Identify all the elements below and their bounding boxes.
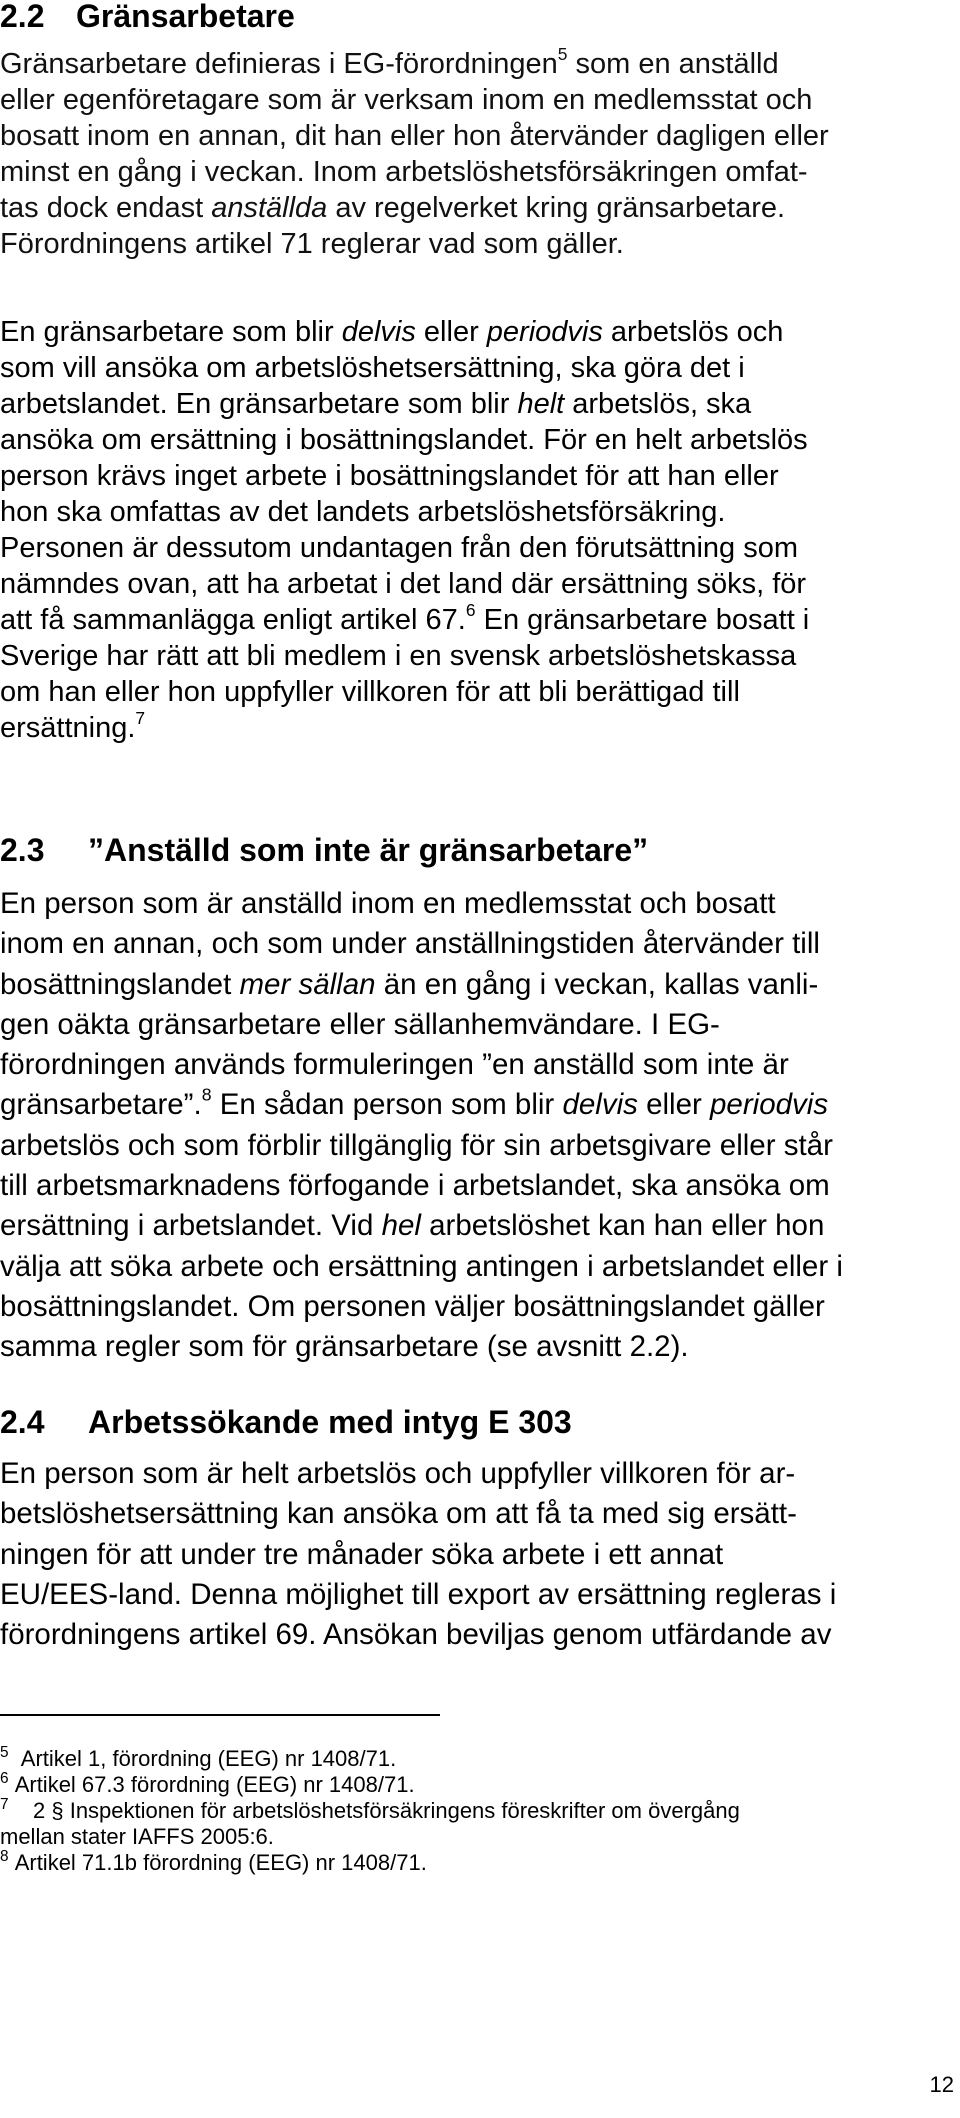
text-line: inom en annan, och som under anställningstiden återvänder till: [0, 927, 820, 961]
footnote-text: Artikel 1, förordning (EEG) nr 1408/71.: [20, 1746, 397, 1771]
paragraph-gransarbetare-definition: [0, 43, 958, 262]
text-line: betslöshetsersättning kan ansöka om att få ta med sig ersätt-: [0, 1497, 797, 1531]
section-title: Arbetssökande med intyg E 303: [88, 1404, 572, 1440]
footnote-number: 5: [0, 1743, 9, 1761]
text: av regelverket kring gränsarbetare.: [327, 192, 786, 224]
emphasis: periodvis: [710, 1088, 829, 1122]
text-line: till arbetsmarknadens förfogande i arbetslandet, ska ansöka om: [0, 1169, 830, 1203]
section-heading-2-2: [0, 0, 295, 36]
footnote-ref: 7: [135, 707, 146, 728]
text-line: gen oäkta gränsarbetare eller sällanhemvändare. I EG-: [0, 1007, 720, 1041]
text: att få sammanlägga enligt artikel 67.: [0, 604, 466, 636]
footnote-text-continued: mellan stater IAFFS 2005:6.: [0, 1824, 274, 1849]
text-line: En person som är helt arbetslös och uppfyller villkoren för ar-: [0, 1457, 796, 1490]
text: En sådan person som blir: [211, 1088, 563, 1122]
text: eller: [637, 1088, 711, 1122]
text-line: minst en gång i veckan. Inom arbetslöshetsförsäkringen omfat-: [0, 156, 808, 188]
text-line: Personen är dessutom undantagen från den förutsättning som: [0, 532, 799, 564]
text: tas dock endast: [0, 192, 212, 224]
text-line: eller egenföretagare som är verksam inom en medlemsstat och: [0, 84, 813, 116]
footnotes: [0, 1743, 958, 1876]
text: arbetslös, ska: [564, 388, 752, 420]
text-line: Förordningens artikel 71 reglerar vad som gäller.: [0, 228, 624, 260]
emphasis: helt: [517, 388, 565, 420]
section-number: 2.3: [0, 832, 45, 868]
footnote-number: 6: [0, 1769, 9, 1787]
footnote-number: 7: [0, 1795, 9, 1813]
text: En gränsarbetare bosatt i: [475, 604, 810, 636]
text-line: bosatt inom en annan, dit han eller hon återvänder dagligen eller: [0, 120, 829, 152]
emphasis: periodvis: [486, 316, 603, 348]
text-line: Sverige har rätt att bli medlem i en svensk arbetslöshetskassa: [0, 640, 797, 672]
text-line: förordningens artikel 69. Ansökan beviljas genom utfärdande av: [0, 1618, 832, 1652]
text: arbetslös och: [602, 316, 784, 348]
text-line: EU/EES-land. Denna möjlighet till export av ersättning regleras i: [0, 1577, 837, 1611]
footnote-text: 2 § Inspektionen för arbetslöshetsförsäkringens föreskrifter om övergång: [33, 1798, 740, 1823]
footnote-ref: 5: [557, 43, 568, 64]
footnote-number: 8: [0, 1847, 9, 1865]
text: än en gång i veckan, kallas vanli-: [375, 967, 819, 1001]
text: bosättningslandet: [0, 967, 240, 1001]
footnote: [0, 1795, 958, 1824]
text: arbetslöshet kan han eller hon: [420, 1209, 825, 1243]
text-line: hon ska omfattas av det landets arbetslöshetsförsäkring.: [0, 496, 726, 528]
emphasis: delvis: [562, 1088, 638, 1122]
text-line: förordningen används formuleringen ”en anställd som inte är: [0, 1048, 789, 1082]
text-line: arbetslös och som förblir tillgänglig för sin arbetsgivare eller står: [0, 1128, 833, 1162]
paragraph-anstalld-ej-gransarbetare: [0, 884, 958, 1368]
section-number: 2.2: [0, 0, 45, 34]
footnote: [0, 1769, 958, 1798]
text: Gränsarbetare definieras i EG-förordningen: [0, 48, 558, 80]
footnote: [0, 1743, 958, 1772]
paragraph-intyg-e303: [0, 1454, 958, 1655]
text-line: En person som är anställd inom en medlemsstat och bosatt: [0, 887, 776, 920]
section-heading-2-4: [0, 1402, 572, 1442]
paragraph-delvis-arbetslos: [0, 314, 958, 746]
section-number: 2.4: [0, 1404, 45, 1440]
text: ersättning.: [0, 712, 136, 744]
page-number: 12: [929, 2072, 954, 2097]
section-title: ”Anställd som inte är gränsarbetare”: [88, 832, 649, 868]
text: gränsarbetare”.: [0, 1088, 202, 1122]
text-line: person krävs inget arbete i bosättningslandet för att han eller: [0, 460, 779, 492]
section-title: Gränsarbetare: [76, 0, 295, 34]
emphasis: delvis: [341, 316, 416, 348]
text-line: ningen för att under tre månader söka arbete i ett annat: [0, 1537, 724, 1571]
text-line: välja att söka arbete och ersättning antingen i arbetslandet eller i: [0, 1249, 843, 1283]
text-line: bosättningslandet. Om personen väljer bosättningslandet gäller: [0, 1289, 825, 1323]
text: eller: [415, 316, 487, 348]
section-heading-2-3: [0, 830, 648, 870]
footnote-text: Artikel 71.1b förordning (EEG) nr 1408/71.: [14, 1850, 427, 1875]
text-line: som vill ansöka om arbetslöshetsersättning, ska göra det i: [0, 352, 745, 384]
emphasis: anställda: [211, 192, 328, 224]
footnote-ref: 8: [201, 1085, 212, 1106]
footnote-ref: 6: [465, 599, 476, 620]
footnote-text: Artikel 67.3 förordning (EEG) nr 1408/71.: [14, 1772, 415, 1797]
text: En gränsarbetare som blir: [0, 316, 342, 348]
text: som en anställd: [567, 48, 779, 80]
text-line: nämndes ovan, att ha arbetat i det land där ersättning söks, för: [0, 568, 807, 600]
footnote: [0, 1847, 958, 1876]
text-line: samma regler som för gränsarbetare (se avsnitt 2.2).: [0, 1330, 689, 1364]
text: arbetslandet. En gränsarbetare som blir: [0, 388, 518, 420]
text-line: om han eller hon uppfyller villkoren för att bli berättigad till: [0, 676, 740, 708]
footnote-separator: [0, 1714, 440, 1716]
emphasis: hel: [381, 1209, 421, 1243]
text-line: ansöka om ersättning i bosättningslandet. För en helt arbetslös: [0, 424, 808, 456]
emphasis: mer sällan: [239, 967, 376, 1001]
text: ersättning i arbetslandet. Vid: [0, 1209, 382, 1243]
